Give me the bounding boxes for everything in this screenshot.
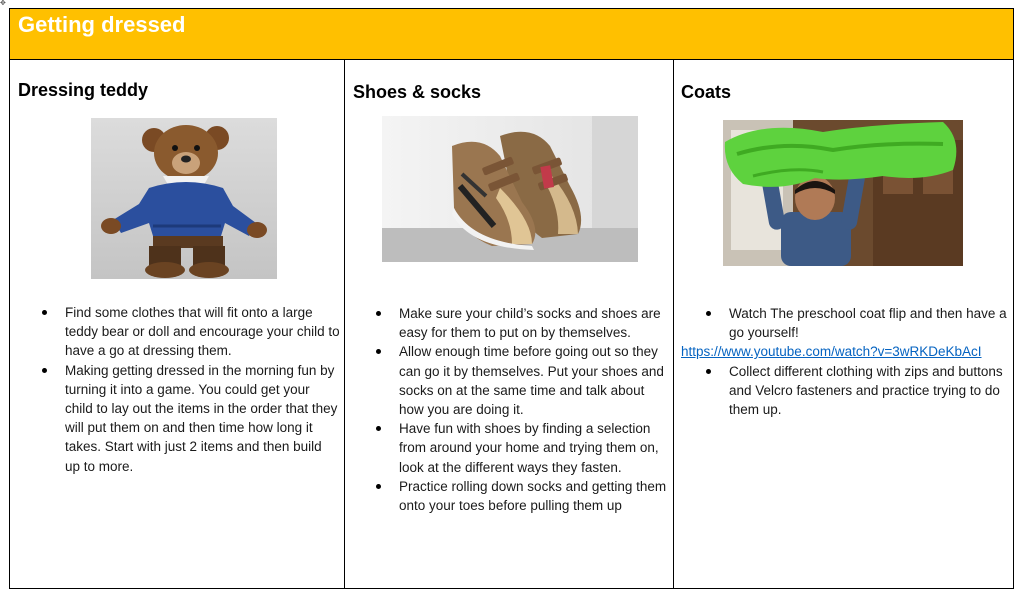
bullet-icon bbox=[376, 426, 381, 431]
list-item: Practice rolling down socks and getting them onto your toes before pulling them up bbox=[399, 477, 671, 515]
column-dressing-teddy bbox=[10, 60, 345, 588]
list-item: Watch The preschool coat flip and then have a go yourself! bbox=[729, 304, 1009, 342]
list-item: Make sure your child’s socks and shoes are easy for them to put on by themselves. bbox=[399, 304, 671, 342]
column-title: Coats bbox=[681, 82, 732, 102]
list-item: Have fun with shoes by finding a selection from around your home and trying them on, look at the different ways they fasten. bbox=[399, 419, 671, 477]
column-shoes-socks bbox=[345, 60, 674, 588]
list-item: Collect different clothing with zips and buttons and Velcro fasteners and practice trying to do them up. bbox=[729, 362, 1009, 420]
bullet-icon bbox=[42, 368, 47, 373]
bullet-icon bbox=[706, 369, 711, 374]
shoes-photo bbox=[382, 116, 638, 262]
bullet-icon bbox=[42, 310, 47, 315]
header-row bbox=[10, 9, 1013, 60]
list-item: Find some clothes that will fit onto a large teddy bear or doll and encourage your child to have a go at dressing them. bbox=[65, 303, 340, 361]
teddy-bear-photo bbox=[91, 118, 277, 279]
bullet-list bbox=[729, 362, 1009, 420]
list-item: Allow enough time before going out so they can go it by themselves. Put your shoes and socks on at the same time and talk about how you are doing it. bbox=[399, 342, 671, 419]
column-coats bbox=[674, 60, 1013, 588]
coat-flip-photo bbox=[723, 120, 963, 266]
column-title: Shoes & socks bbox=[353, 82, 482, 102]
page-title: Getting dressed bbox=[18, 12, 186, 37]
list-item: Making getting dressed in the morning fun by turning it into a game. You could get your child to lay out the items in the order that they will put them on and then time how long it takes. Start with just 2 items and then build up to more. bbox=[65, 361, 340, 476]
bullet-icon bbox=[376, 484, 381, 489]
activity-table bbox=[9, 8, 1014, 589]
column-title: Dressing teddy bbox=[18, 80, 149, 100]
bullet-icon bbox=[706, 311, 711, 316]
bullet-list bbox=[729, 304, 1009, 342]
bullet-icon bbox=[376, 349, 381, 354]
bullet-icon bbox=[376, 311, 381, 316]
youtube-link[interactable]: https://www.youtube.com/watch?v=3wRKDeKbAcI bbox=[681, 344, 982, 359]
table-move-handle-icon[interactable]: ✥ bbox=[0, 0, 6, 7]
bullet-list bbox=[65, 303, 340, 476]
bullet-list bbox=[399, 304, 671, 515]
